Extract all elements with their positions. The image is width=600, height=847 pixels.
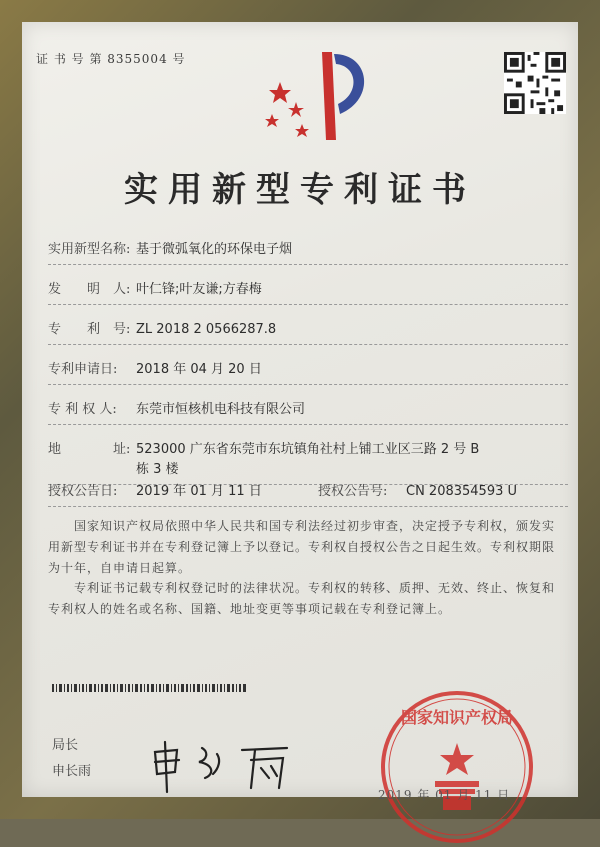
grant-number-value: CN 208354593 U (406, 484, 518, 499)
filing-date-value: 2018 年 04 月 20 日 (136, 362, 262, 377)
patent-number-row (48, 320, 276, 340)
address-line-2: 栋 3 楼 (136, 462, 179, 477)
inventor-label: 发 明 人: (48, 282, 131, 297)
seal-date: 2019 年 01 月 11 日 (378, 788, 511, 802)
signatory-name: 申长雨 (52, 764, 92, 779)
official-seal-icon (377, 687, 537, 847)
address-row (48, 440, 479, 480)
grant-date-value: 2019 年 01 月 11 日 (136, 484, 262, 499)
filing-date-row (48, 360, 262, 380)
patent-number-label: 专 利 号: (48, 322, 131, 337)
utility-model-name-label: 实用新型名称: (48, 242, 131, 257)
divider (48, 264, 568, 265)
qr-code-icon (504, 52, 566, 114)
barcode-icon (52, 684, 248, 692)
handwritten-signature-icon (147, 734, 317, 794)
inventor-value: 叶仁锋;叶友谦;方春梅 (136, 282, 262, 297)
divider (48, 304, 568, 305)
certificate-paper (22, 22, 578, 802)
address-line-1: 523000 广东省东莞市东坑镇角社村上铺工业区三路 2 号 B (136, 442, 480, 457)
seal-text: 国家知识产权局 (400, 708, 514, 727)
address-label: 地 址: (48, 442, 131, 457)
certificate-number: 证 书 号 第 8355004 号 (36, 52, 186, 66)
signatory-title: 局长 (52, 738, 79, 753)
divider (48, 384, 568, 385)
utility-model-name-row (48, 240, 292, 260)
cnipa-logo-icon (250, 44, 380, 144)
patent-number-value: ZL 2018 2 0566287.8 (136, 322, 277, 337)
divider (48, 424, 568, 425)
divider (48, 506, 568, 507)
patentee-value: 东莞市恒核机电科技有限公司 (136, 402, 306, 417)
patentee-row (48, 400, 305, 420)
divider (48, 344, 568, 345)
grant-date-row (48, 482, 517, 502)
filing-date-label: 专利申请日: (48, 362, 118, 377)
grant-number-label: 授权公告号: (318, 484, 388, 499)
grant-date-label: 授权公告日: (48, 484, 118, 499)
legal-status-statement: 专利证书记载专利权登记时的法律状况。专利权的转移、质押、无效、终止、恢复和专利权人的姓名或名称、国籍、地址变更等事项记载在专利登记簿上。 (48, 581, 556, 616)
inventor-row (48, 280, 262, 300)
address-value (136, 440, 479, 480)
grant-statement: 国家知识产权局依照中华人民共和国专利法经过初步审查，决定授予专利权，颁发实用新型专利证书并在专利登记簿上予以登记。专利权自授权公告之日起生效。专利权期限为十年，自申请日起算。 (48, 519, 556, 575)
utility-model-name-value: 基于微弧氧化的环保电子烟 (136, 242, 293, 257)
certificate-title: 实用新型专利证书 (124, 170, 476, 210)
patentee-label: 专 利 权 人: (48, 402, 117, 417)
